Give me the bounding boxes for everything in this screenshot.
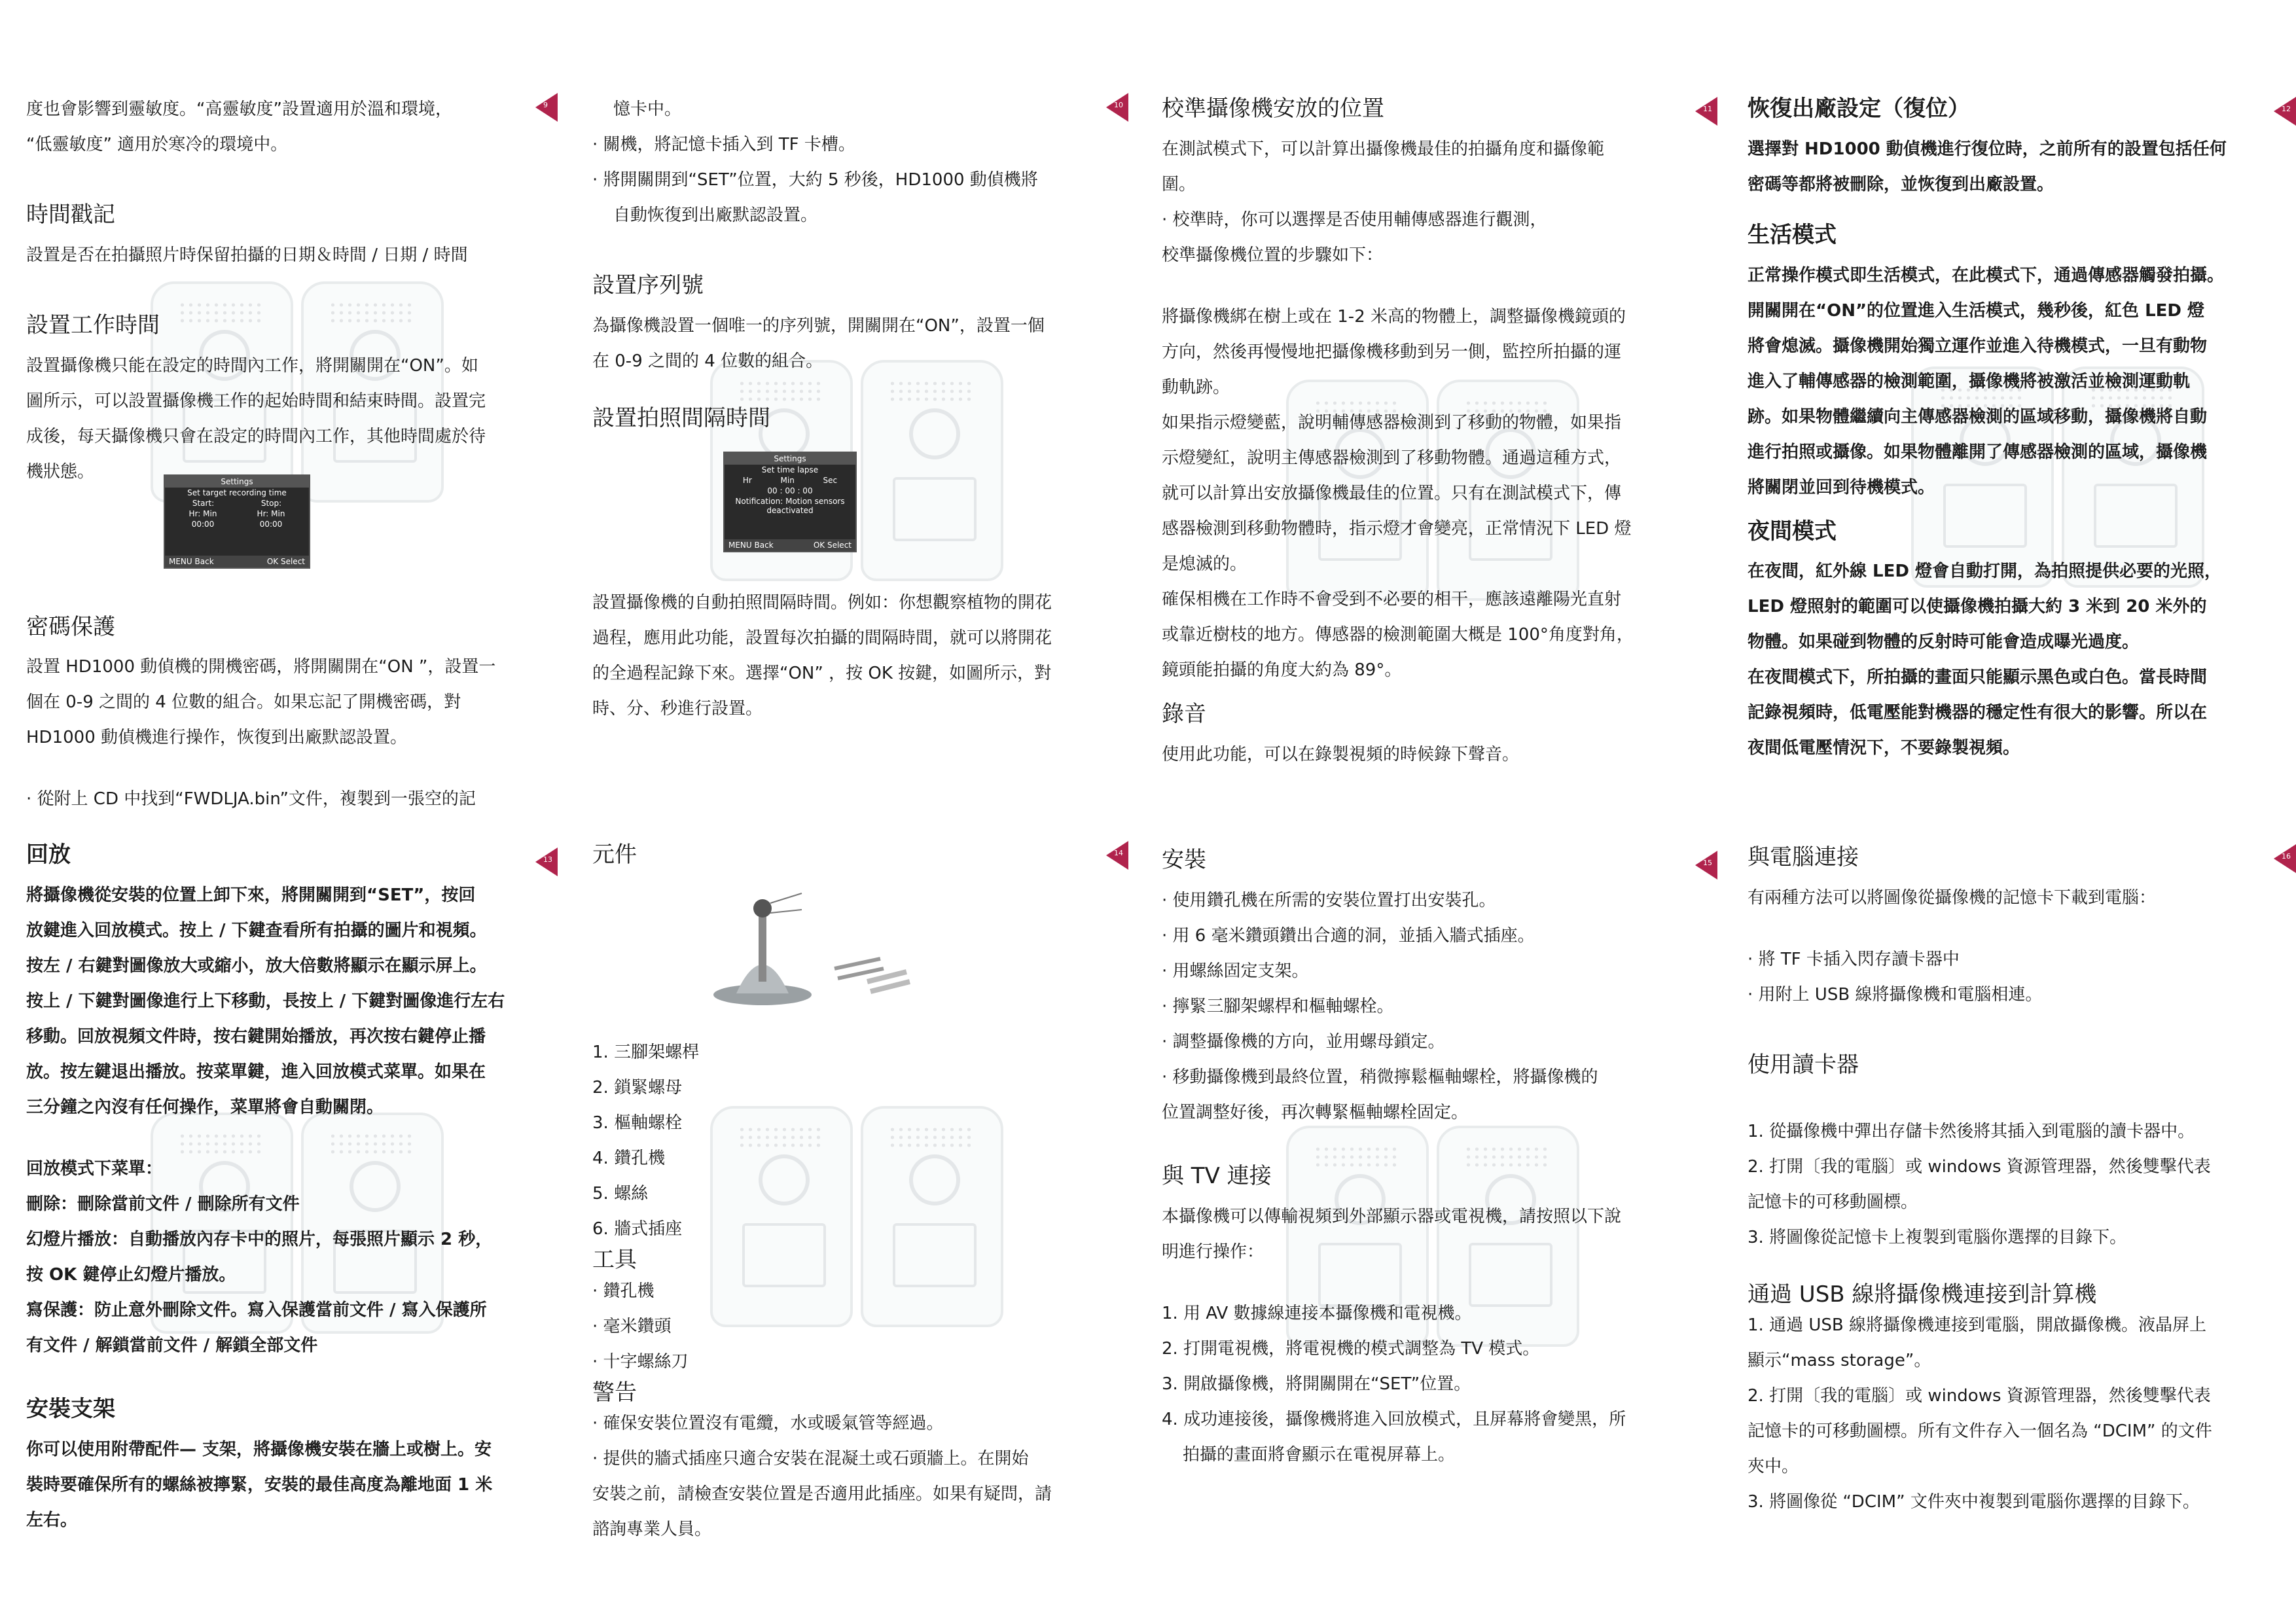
pc-item: · 將 TF 卡插入閃存讀卡器中 bbox=[1748, 949, 1960, 969]
intro-line: “低靈敏度” 適用於寒冷的環境中。 bbox=[26, 135, 288, 154]
serial-text: 在 0-9 之間的 4 位數的組合。 bbox=[592, 351, 823, 371]
tv-step: 2. 打開電視機，將電視機的模式調整為 TV 模式。 bbox=[1162, 1338, 1540, 1359]
screen-value: 00:00 bbox=[191, 520, 215, 529]
calib-text: · 校準時，你可以選擇是否使用輔傳感器進行觀測， bbox=[1162, 209, 1547, 230]
step-text: 示燈變紅，說明主傳感器檢測到了移動物體。通過這種方式， bbox=[1162, 448, 1622, 468]
rec-text: 使用此功能，可以在錄製視頻的時候錄下聲音。 bbox=[1162, 744, 1520, 764]
panel-4 bbox=[1748, 92, 2258, 864]
heading-serial: 設置序列號 bbox=[592, 272, 704, 298]
heading-recording: 錄音 bbox=[1162, 700, 1206, 727]
page-marker-icon bbox=[535, 847, 558, 876]
work-text: 圖所示，可以設置攝像機工作的起始時間和結束時間。設置完 bbox=[26, 391, 486, 411]
heading-life-mode: 生活模式 bbox=[1748, 221, 1837, 248]
page-marker-icon bbox=[2274, 844, 2296, 873]
line: 自動恢復到出廠默認設置。 bbox=[613, 205, 818, 225]
mount-text: 你可以使用附帶配件— 支架，將攝像機安裝在牆上或樹上。安 bbox=[26, 1439, 492, 1459]
work-text: 成後，每天攝像機只會在設定的時間內工作，其他時間處於待 bbox=[26, 426, 486, 446]
tool-item: · 鑽孔機 bbox=[592, 1281, 655, 1301]
page-marker-icon bbox=[1695, 851, 1717, 880]
play-text: 按左 / 右鍵對圖像放大或縮小，放大倍數將顯示在顯示屏上。 bbox=[26, 955, 487, 976]
page-marker: 14 bbox=[1114, 849, 1123, 857]
warn-text: 安裝之前，請檢查安裝位置是否適用此插座。如果有疑問，請 bbox=[592, 1484, 1052, 1505]
timestamp-text: 設置是否在拍攝照片時保留拍攝的日期＆時間 / 日期 / 時間 bbox=[26, 245, 468, 265]
screen-hrmin: Hr: Min bbox=[257, 509, 285, 518]
night-text: 物體。如果碰到物體的反射時可能會造成曝光過度。 bbox=[1748, 632, 2140, 652]
settings-screen bbox=[164, 474, 310, 569]
life-text: 開關開在“ON”的位置進入生活模式，幾秒後，紅色 LED 燈 bbox=[1748, 300, 2205, 321]
pw-text: HD1000 動偵機進行操作，恢復到出廠默認設置。 bbox=[26, 728, 408, 748]
night-text: 記錄視頻時，低電壓能對機器的穩定性有很大的影響。所以在 bbox=[1748, 703, 2208, 723]
settings-screen bbox=[723, 452, 857, 552]
heading-warning: 警告 bbox=[592, 1379, 637, 1406]
play-text: 三分鐘之內沒有任何操作，菜單將會自動關閉。 bbox=[26, 1097, 384, 1117]
tv-text: 本攝像機可以傳輸視頻到外部顯示器或電視機，請按照以下說 bbox=[1162, 1206, 1622, 1226]
step-text: 如果指示燈變藍，說明輔傳感器檢測到了移動的物體，如果指 bbox=[1162, 412, 1622, 433]
screen-select: OK Select bbox=[266, 557, 305, 566]
menu-text: 回放模式下菜單： bbox=[26, 1158, 163, 1179]
screen-line: Set target recording time bbox=[187, 488, 287, 497]
line: · 將開關開到“SET”位置，大約 5 秒後，HD1000 動偵機將 bbox=[592, 170, 1038, 190]
step-text: 方向，然後再慢慢地把攝像機移動到另一側，監控所拍攝的運 bbox=[1162, 342, 1622, 362]
interval-text: 的全過程記錄下來。選擇“ON” ，按 OK 按鍵，如圖所示，對 bbox=[592, 663, 1052, 683]
page-marker: 15 bbox=[1703, 859, 1712, 867]
pc-item: · 用附上 USB 線將攝像機和電腦相連。 bbox=[1748, 984, 2043, 1005]
play-text: 放。按左鍵退出播放。按菜單鍵，進入回放模式菜單。如果在 bbox=[26, 1061, 486, 1082]
heading-reset: 恢復出廠設定（復位） bbox=[1748, 96, 1970, 122]
step-text: 感器檢測到移動物體時，指示燈才會變亮，正常情況下 LED 燈 bbox=[1162, 518, 1632, 539]
work-text: 設置攝像機只能在設定的時間內工作，將開關開在“ON”。如 bbox=[26, 355, 478, 376]
screen-sec: Sec bbox=[823, 476, 838, 485]
life-text: 進入了輔傳感器的檢測範圍，攝像機將被激活並檢測運動軌 bbox=[1748, 371, 2191, 391]
heading-tools: 工具 bbox=[592, 1246, 637, 1273]
heading-timestamp: 時間戳記 bbox=[26, 202, 115, 228]
page-marker-icon bbox=[2274, 97, 2296, 126]
screen-min: Min bbox=[780, 476, 795, 485]
tv-step: 拍攝的畫面將會顯示在電視屏幕上。 bbox=[1183, 1444, 1456, 1465]
mount-text: 左右。 bbox=[26, 1510, 78, 1530]
interval-text: 過程，應用此功能，設置每次拍攝的間隔時間，就可以將開花 bbox=[592, 628, 1052, 648]
page-marker: 16 bbox=[2282, 852, 2291, 861]
install-step: · 用 6 毫米鑽頭鑽出合適的洞，並插入牆式插座。 bbox=[1162, 925, 1535, 946]
step-text: 動軌跡。 bbox=[1162, 377, 1230, 397]
reader-step: 1. 從攝像機中彈出存儲卡然後將其插入到電腦的讀卡器中。 bbox=[1748, 1121, 2195, 1141]
screen-select: OK Select bbox=[813, 541, 852, 550]
page-marker-icon bbox=[1695, 97, 1717, 126]
step-text: 或靠近樹枝的地方。傳感器的檢測範圍大概是 100°角度對角， bbox=[1162, 624, 1634, 645]
page-marker-icon bbox=[1106, 93, 1128, 122]
tv-text: 明進行操作： bbox=[1162, 1241, 1265, 1262]
screen-start: Start: bbox=[192, 499, 215, 508]
page-marker-icon bbox=[535, 93, 558, 122]
calib-text: 圍。 bbox=[1162, 174, 1196, 194]
screen-hr: Hr bbox=[742, 476, 752, 485]
calib-text: 在測試模式下，可以計算出攝像機最佳的拍攝角度和攝像範 bbox=[1162, 139, 1605, 159]
screen-stop: Stop: bbox=[260, 499, 282, 508]
part-item: 2. 鎖緊螺母 bbox=[592, 1077, 683, 1097]
warn-text: · 確保安裝位置沒有電纜，水或暖氣管等經過。 bbox=[592, 1414, 944, 1434]
life-text: 將關閉並回到待機模式。 bbox=[1748, 477, 1935, 497]
page-marker: 9 bbox=[543, 101, 548, 109]
screen-line: Set time lapse bbox=[761, 465, 819, 474]
screen-back: MENU Back bbox=[728, 541, 774, 550]
step-text: 就可以計算出安放攝像機最佳的位置。只有在測試模式下，傳 bbox=[1162, 483, 1622, 503]
usb-step: 3. 將圖像從 “DCIM” 文件夾中複製到電腦你選擇的目錄下。 bbox=[1748, 1492, 2200, 1512]
line: · 關機，將記憶卡插入到 TF 卡槽。 bbox=[592, 135, 855, 154]
screen-values: 00 : 00 : 00 bbox=[767, 486, 813, 495]
usb-step: 顯示“mass storage”。 bbox=[1748, 1351, 1931, 1371]
install-step: · 調整攝像機的方向，並用螺母鎖定。 bbox=[1162, 1031, 1445, 1052]
heading-work-time: 設置工作時間 bbox=[26, 312, 160, 338]
part-item: 1. 三腳架螺桿 bbox=[592, 1042, 700, 1062]
interval-text: 時、分、秒進行設置。 bbox=[592, 698, 763, 719]
reset-text: 選擇對 HD1000 動偵機進行復位時，之前所有的設置包括任何 bbox=[1748, 139, 2227, 159]
page-marker: 12 bbox=[2282, 105, 2291, 113]
screen-value: 00:00 bbox=[259, 520, 283, 529]
panel-3 bbox=[1162, 92, 1672, 864]
page-marker: 10 bbox=[1114, 101, 1123, 109]
page-marker: 11 bbox=[1703, 105, 1712, 113]
part-item: 5. 螺絲 bbox=[592, 1183, 649, 1204]
tv-step: 3. 開啟攝像機，將開關開在“SET”位置。 bbox=[1162, 1374, 1471, 1394]
heading-parts: 元件 bbox=[592, 842, 637, 868]
usb-step: 記憶卡的可移動圖標。所有文件存入一個名為 “DCIM” 的文件 bbox=[1748, 1421, 2212, 1442]
page-marker: 13 bbox=[543, 855, 552, 864]
interval-text: 設置攝像機的自動拍照間隔時間。例如：你想觀察植物的開花 bbox=[592, 592, 1052, 613]
heading-playback: 回放 bbox=[26, 842, 71, 868]
install-step: · 擰緊三腳架螺桿和樞軸螺栓。 bbox=[1162, 996, 1394, 1016]
screen-note: Notification: Motion sensors deactivated bbox=[735, 497, 845, 515]
night-text: LED 燈照射的範圍可以使攝像機拍攝大約 3 米到 20 米外的 bbox=[1748, 597, 2207, 617]
menu-text: 幻燈片播放：自動播放內存卡中的照片，每張照片顯示 2 秒， bbox=[26, 1229, 493, 1249]
life-text: 正常操作模式即生活模式，在此模式下，通過傳感器觸發拍攝。 bbox=[1748, 265, 2225, 285]
panel-5 bbox=[26, 838, 537, 1610]
step-text: 將攝像機綁在樹上或在 1-2 米高的物體上，調整攝像機鏡頭的 bbox=[1162, 306, 1626, 327]
life-text: 跡。如果物體繼續向主傳感器檢測的區域移動，攝像機將自動 bbox=[1748, 406, 2208, 427]
step-text: 確保相機在工作時不會受到不必要的相干，應該遠離陽光直射 bbox=[1162, 589, 1622, 609]
panel-6 bbox=[592, 838, 1103, 1610]
screen-back: MENU Back bbox=[169, 557, 214, 566]
menu-text: 寫保護：防止意外刪除文件。寫入保護當前文件 / 寫入保護所 bbox=[26, 1300, 487, 1320]
play-text: 放鍵進入回放模式。按上 / 下鍵查看所有拍攝的圖片和視頻。 bbox=[26, 920, 487, 940]
screen-title: Settings bbox=[725, 453, 855, 465]
heading-mount: 安裝支架 bbox=[26, 1395, 115, 1422]
tv-step: 1. 用 AV 數據線連接本攝像機和電視機。 bbox=[1162, 1303, 1472, 1323]
calib-text: 校準攝像機位置的步驟如下： bbox=[1162, 245, 1384, 265]
usb-step: 夾中。 bbox=[1748, 1457, 1799, 1477]
life-text: 將會熄滅。攝像機開始獨立運作並進入待機模式，一旦有動物 bbox=[1748, 336, 2208, 356]
line: 憶卡中。 bbox=[613, 99, 682, 119]
usb-step: 1. 通過 USB 線將攝像機連接到電腦，開啟攝像機。液晶屏上 bbox=[1748, 1315, 2206, 1336]
serial-text: 為攝像機設置一個唯一的序列號，開關開在“ON”，設置一個 bbox=[592, 315, 1045, 336]
step-text: 鏡頭能拍攝的角度大約為 89°。 bbox=[1162, 660, 1402, 680]
heading-interval: 設置拍照間隔時間 bbox=[592, 404, 770, 431]
mount-text: 裝時要確保所有的螺絲被擰緊，安裝的最佳高度為離地面 1 米 bbox=[26, 1474, 493, 1495]
play-text: 按上 / 下鍵對圖像進行上下移動，長按上 / 下鍵對圖像進行左右 bbox=[26, 991, 505, 1011]
heading-tv: 與 TV 連接 bbox=[1162, 1162, 1272, 1189]
work-text: 機狀態。 bbox=[26, 461, 95, 482]
heading-night-mode: 夜間模式 bbox=[1748, 518, 1837, 544]
pw-text: 個在 0-9 之間的 4 位數的組合。如果忘記了開機密碼，對 bbox=[26, 692, 461, 713]
install-step: · 用螺絲固定支架。 bbox=[1162, 961, 1309, 981]
intro-line: 度也會影響到靈敏度。“高靈敏度”設置適用於溫和環境， bbox=[26, 99, 452, 119]
menu-text: 有文件 / 解鎖當前文件 / 解鎖全部文件 bbox=[26, 1335, 318, 1355]
cd-text: · 從附上 CD 中找到“FWDLJA.bin”文件，複製到一張空的記 bbox=[26, 789, 476, 810]
usb-step: 2. 打開〔我的電腦〕或 windows 資源管理器，然後雙擊代表 bbox=[1748, 1386, 2211, 1406]
menu-text: 按 OK 鍵停止幻燈片播放。 bbox=[26, 1264, 236, 1285]
panel-1 bbox=[26, 92, 537, 864]
reader-step: 3. 將圖像從記憶卡上複製到電腦你選擇的目錄下。 bbox=[1748, 1227, 2127, 1247]
menu-text: 刪除：刪除當前文件 / 刪除所有文件 bbox=[26, 1194, 300, 1214]
warn-text: · 提供的牆式插座只適合安裝在混凝土或石頭牆上。在開始 bbox=[592, 1449, 1029, 1469]
panel-8 bbox=[1748, 838, 2258, 1610]
heading-install: 安裝 bbox=[1162, 847, 1206, 873]
page-marker-icon bbox=[1106, 841, 1128, 870]
heading-pc: 與電腦連接 bbox=[1748, 844, 1859, 870]
night-text: 在夜間模式下，所拍攝的畫面只能顯示黑色或白色。當長時間 bbox=[1748, 668, 2208, 688]
play-text: 將攝像機從安裝的位置上卸下來，將開關開到“SET”，按回 bbox=[26, 885, 476, 905]
heading-password: 密碼保護 bbox=[26, 613, 115, 640]
screen-hrmin: Hr: Min bbox=[188, 509, 217, 518]
part-item: 3. 樞軸螺栓 bbox=[592, 1113, 683, 1133]
life-text: 進行拍照或攝像。如果物體離開了傳感器檢測的區域，攝像機 bbox=[1748, 442, 2208, 462]
tool-item: · 十字螺絲刀 bbox=[592, 1351, 689, 1372]
part-item: 6. 牆式插座 bbox=[592, 1219, 683, 1239]
panel-2 bbox=[592, 92, 1103, 864]
tv-step: 4. 成功連接後，攝像機將進入回放模式，且屏幕將會變黑，所 bbox=[1162, 1409, 1626, 1429]
heading-calibrate: 校準攝像機安放的位置 bbox=[1162, 96, 1384, 122]
heading-usb: 通過 USB 線將攝像機連接到計算機 bbox=[1748, 1281, 2097, 1308]
reset-text: 密碼等都將被刪除，並恢復到出廠設置。 bbox=[1748, 174, 2054, 194]
install-step: 位置調整好後，再次轉緊樞軸螺栓固定。 bbox=[1162, 1102, 1469, 1122]
screen-title: Settings bbox=[165, 476, 309, 488]
night-text: 在夜間，紅外線 LED 燈會自動打開，為拍照提供必要的光照， bbox=[1748, 562, 2222, 582]
pw-text: 設置 HD1000 動偵機的開機密碼，將開關開在“ON ”，設置一 bbox=[26, 657, 496, 677]
part-item: 4. 鑽孔機 bbox=[592, 1148, 666, 1168]
pc-text: 有兩種方法可以將圖像從攝像機的記憶卡下載到電腦： bbox=[1748, 887, 2157, 908]
heading-card-reader: 使用讀卡器 bbox=[1748, 1051, 1859, 1078]
play-text: 移動。回放視頻文件時，按右鍵開始播放，再次按右鍵停止播 bbox=[26, 1026, 486, 1046]
reader-step: 2. 打開〔我的電腦〕或 windows 資源管理器，然後雙擊代表 bbox=[1748, 1156, 2211, 1177]
reader-step: 記憶卡的可移動圖標。 bbox=[1748, 1192, 1918, 1212]
install-step: · 使用鑽孔機在所需的安裝位置打出安裝孔。 bbox=[1162, 890, 1496, 910]
tool-item: · 毫米鑽頭 bbox=[592, 1316, 672, 1336]
install-step: · 移動攝像機到最終位置，稍微擰鬆樞軸螺栓，將攝像機的 bbox=[1162, 1067, 1598, 1087]
step-text: 是熄滅的。 bbox=[1162, 554, 1247, 574]
warn-text: 諮詢專業人員。 bbox=[592, 1520, 712, 1540]
night-text: 夜間低電壓情況下，不要錄製視頻。 bbox=[1748, 738, 2020, 758]
panel-7 bbox=[1162, 838, 1672, 1610]
